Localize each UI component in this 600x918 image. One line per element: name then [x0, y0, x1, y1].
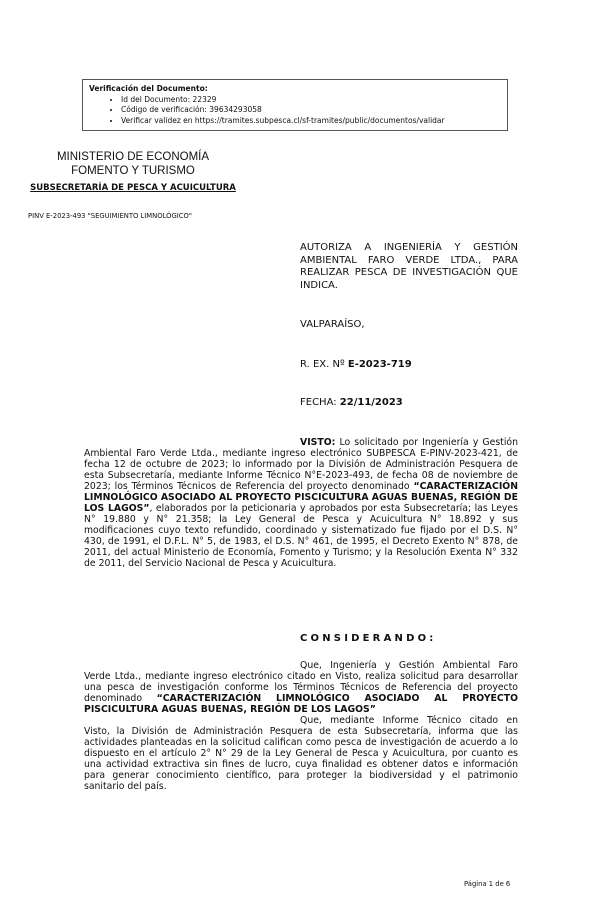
resolution-number — [300, 359, 412, 370]
subsecretaria-name: SUBSECRETARÍA DE PESCA Y ACUICULTURA — [30, 183, 236, 193]
visto-label: VISTO: — [300, 437, 336, 448]
visto-text-2: , elaborados por la peticionaria y aprobados por esta Subsecretaría; las Leyes N° 19.880 y N° 21.358; la Ley General de Pesca y Acuicultura N° 18.892 y sus modificaciones cuyo texto refundido, coordinado y sistematizado fue fijado por el D.S. N° 430, de 1991, el D.F.L. N° 5, de 1983, el D.S. N° 461, de 1995, el Decreto Exento N° 878, de 2011, del actual Ministerio de Economía, Fomento y Turismo; y la Resolución Exenta N° 332 de 2011, del Servicio Nacional de Pesca y Acuicultura. — [84, 503, 518, 569]
verification-title: Verificación del Documento: — [89, 84, 208, 93]
visto-text-1: Lo solicitado por Ingeniería y Gestión Ambiental Faro Verde Ltda., mediante ingreso electrónico SUBPESCA E-PINV-2023-421, de fecha 12 de octubre de 2023; lo informado por la División de Administración Pesquera de esta Subsecretaría, mediante Informe Técnico N°E-2023-493, de fecha 08 de noviembre de 2023; los Términos Técnicos de Referencia del proyecto denominado — [84, 437, 518, 492]
date-label: FECHA: — [300, 397, 337, 408]
pinv-reference: PINV E-2023-493 "SEGUIMIENTO LIMNOLÓGICO" — [28, 212, 192, 220]
verification-url[interactable]: • Verificar validez en https://tramites.subpesca.cl/sf-tramites/public/documentos/validar — [121, 116, 507, 127]
ministry-line-2: FOMENTO Y TURISMO — [71, 165, 195, 177]
ministry-line-1: MINISTERIO DE ECONOMÍA — [56, 151, 210, 163]
verification-code: • Código de verificación: 39634293058 — [121, 105, 507, 116]
ministry-name — [30, 150, 236, 178]
visto-project-name: “CARACTERIZACIÓN LIMNOLÓGICO ASOCIADO AL PROYECTO PISCICULTURA AGUAS BUENAS, REGIÓN DE LOS LAGOS” — [84, 481, 519, 514]
considerando-paragraph-1 — [84, 660, 518, 715]
considerando-section — [84, 660, 518, 792]
page-number: Página 1 de 6 — [464, 880, 511, 888]
verification-box — [82, 79, 508, 131]
visto-section — [84, 437, 518, 569]
rex-number: E-2023-719 — [347, 359, 412, 370]
considerando-heading: CONSIDERANDO: — [300, 633, 437, 644]
verification-list — [89, 95, 507, 127]
considerando-text-1: Que, Ingeniería y Gestión Ambiental Faro Verde Ltda., mediante ingreso electrónico citado en Visto, realiza solicitud para desarrollar una pesca de investigación conforme los Términos Técnicos de Referencia del proyecto denominado — [84, 660, 518, 704]
resolution-title: AUTORIZA A INGENIERÍA Y GESTIÓN AMBIENTAL FARO VERDE LTDA., PARA REALIZAR PESCA DE INVESTIGACIÓN QUE INDICA. — [300, 242, 518, 291]
considerando-paragraph-2: Que, mediante Informe Técnico citado en Visto, la División de Administración Pesquera de esta Subsecretaría, informa que las actividades planteadas en la solicitud califican como pesca de investigación de acuerdo a lo dispuesto en el artículo 2° N° 29 de la Ley General de Pesca y Acuicultura, por cuanto es una actividad extractiva sin fines de lucro, cuya finalidad es obtener datos e información para generar conocimiento científico, para proteger la biodiversidad y el patrimonio sanitario del país. — [84, 715, 518, 792]
considerando-project-name: “CARACTERIZACIÓN LIMNOLÓGICO ASOCIADO AL PROYECTO PISCICULTURA AGUAS BUENAS, REGIÓN DE LOS LAGOS” — [84, 693, 518, 715]
verification-id: • Id del Documento: 22329 — [121, 95, 507, 106]
resolution-date — [300, 397, 403, 408]
visto-paragraph — [84, 437, 518, 569]
rex-label: R. EX. Nº — [300, 359, 345, 370]
date-value: 22/11/2023 — [339, 397, 403, 408]
resolution-place: VALPARAÍSO, — [300, 319, 365, 330]
